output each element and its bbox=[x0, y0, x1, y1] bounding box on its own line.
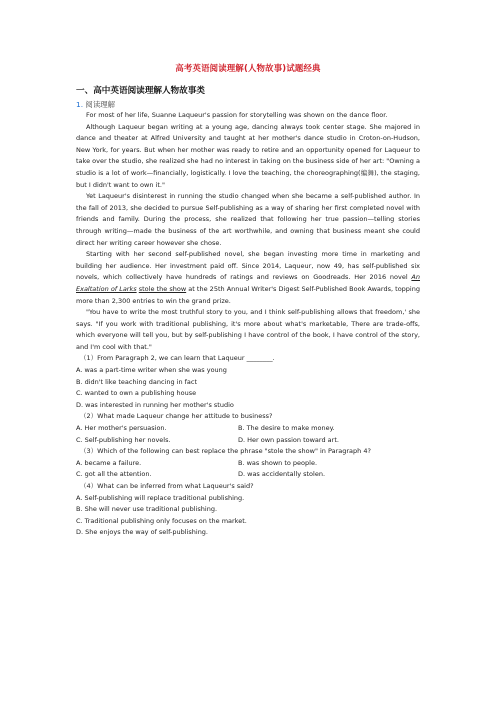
option-c: C. got all the attention. bbox=[76, 470, 152, 479]
option-d: D. She enjoys the way of self-publishing. bbox=[76, 528, 209, 537]
sub-heading-label: 阅读理解 bbox=[85, 100, 115, 109]
section-heading: 一、高中英语阅读理解人物故事类 bbox=[76, 86, 205, 96]
question-stem: （4）What can be inferred from what Laqueur's said? bbox=[80, 482, 254, 490]
option-a: A. became a failure. bbox=[76, 458, 142, 467]
question-stem: （2）What made Laqueur change her attitude to business? bbox=[80, 412, 273, 421]
passage-paragraph-1: For most of her life, Suanne Laqueur's passion for storytelling was shown on the dance floor. bbox=[86, 111, 388, 119]
option-b: B. didn't like teaching dancing in fact bbox=[76, 377, 198, 386]
document-page bbox=[76, 0, 420, 539]
passage-paragraph-5: "You have to write the most truthful story to you, and I think self-publishing allows that freedom,' she says. "If you work with traditional publishing, it's more about what's marketable, There are trade-offs, which everyone will tell you, but by self-publishing I have control of the book, I have control of the story, and I'm cool with that." bbox=[76, 308, 420, 351]
question-2 bbox=[76, 411, 420, 446]
option-a: A. was a part-time writer when she was young bbox=[76, 366, 227, 375]
book-title: An Exaltation of Larks bbox=[76, 273, 420, 293]
option-d: D. Her own passion toward art. bbox=[238, 435, 339, 444]
question-1 bbox=[76, 353, 420, 411]
question-3 bbox=[76, 446, 420, 481]
option-d: D. was interested in running her mother's studio bbox=[76, 400, 234, 409]
option-b: B. The desire to make money. bbox=[238, 424, 335, 433]
option-d: D. was accidentally stolen. bbox=[238, 470, 326, 479]
underlined-phrase: stole the show bbox=[138, 284, 187, 293]
sub-heading-number: 1. bbox=[76, 100, 84, 109]
option-b: B. was shown to people. bbox=[238, 458, 318, 467]
paragraph-4-start: Starting with her second self-published novel, she began investing more time in marketing and building her audience. Her investment paid off. Since 2014, Laqueur, now 49, has self-published six novels, which collectively have hundreds of ratings and reviews on Goodreads. Her 2016 novel bbox=[76, 250, 420, 282]
sub-heading bbox=[76, 100, 420, 110]
question-stem: （1）From Paragraph 2, we can learn that Laqueur ________. bbox=[80, 354, 275, 363]
option-c: C. wanted to own a publishing house bbox=[76, 389, 197, 398]
option-a: A. Her mother's persuasion. bbox=[76, 424, 167, 433]
passage-paragraph-3: Yet Laqueur's disinterest in running the studio changed when she became a self-published author. In the fall of 2013, she decided to pursue Self-publishing as a way of sharing her first completed novel with friends and family. During the process, she realized that following her true passion—telling stories through writing—made the business of the art worthwhile, and owning that business meant she could direct her writing career however she chose. bbox=[76, 192, 420, 247]
option-a: A. Self-publishing will replace traditional publishing. bbox=[76, 493, 245, 502]
question-4 bbox=[76, 481, 420, 539]
question-stem: （3）Which of the following can best replace the phrase "stole the show" in Paragraph 4? bbox=[80, 447, 371, 456]
passage-paragraph-2: Although Laqueur began writing at a young age, dancing always took center stage. She majored in dance and theater at Alfred University and taught at her mother's dance studio in Croton-on-Hudson, New York, for years. But when her mother was ready to retire and an opportunity opened for Laqueur to take over the studio, she realized she had no interest in taking on the business side of her art: "Owning a studio is a lot of work—financially, logistically. I love the teaching, the choreographing(编舞), the staging, but I didn't want to own it." bbox=[76, 122, 420, 189]
option-c: C. Traditional publishing only focuses on the market. bbox=[76, 516, 247, 525]
passage-paragraph-4 bbox=[76, 249, 420, 307]
option-c: C. Self-publishing her novels. bbox=[76, 435, 171, 444]
document-title: 高考英语阅读理解(人物故事)试题经典 bbox=[175, 63, 321, 73]
paragraph-4-end: at the 25th Annual Writer's Digest Self-Published Book Awards, topping more than 2,300 entries to win the grand prize. bbox=[76, 284, 420, 305]
option-b: B. She will never use traditional publishing. bbox=[76, 505, 218, 514]
